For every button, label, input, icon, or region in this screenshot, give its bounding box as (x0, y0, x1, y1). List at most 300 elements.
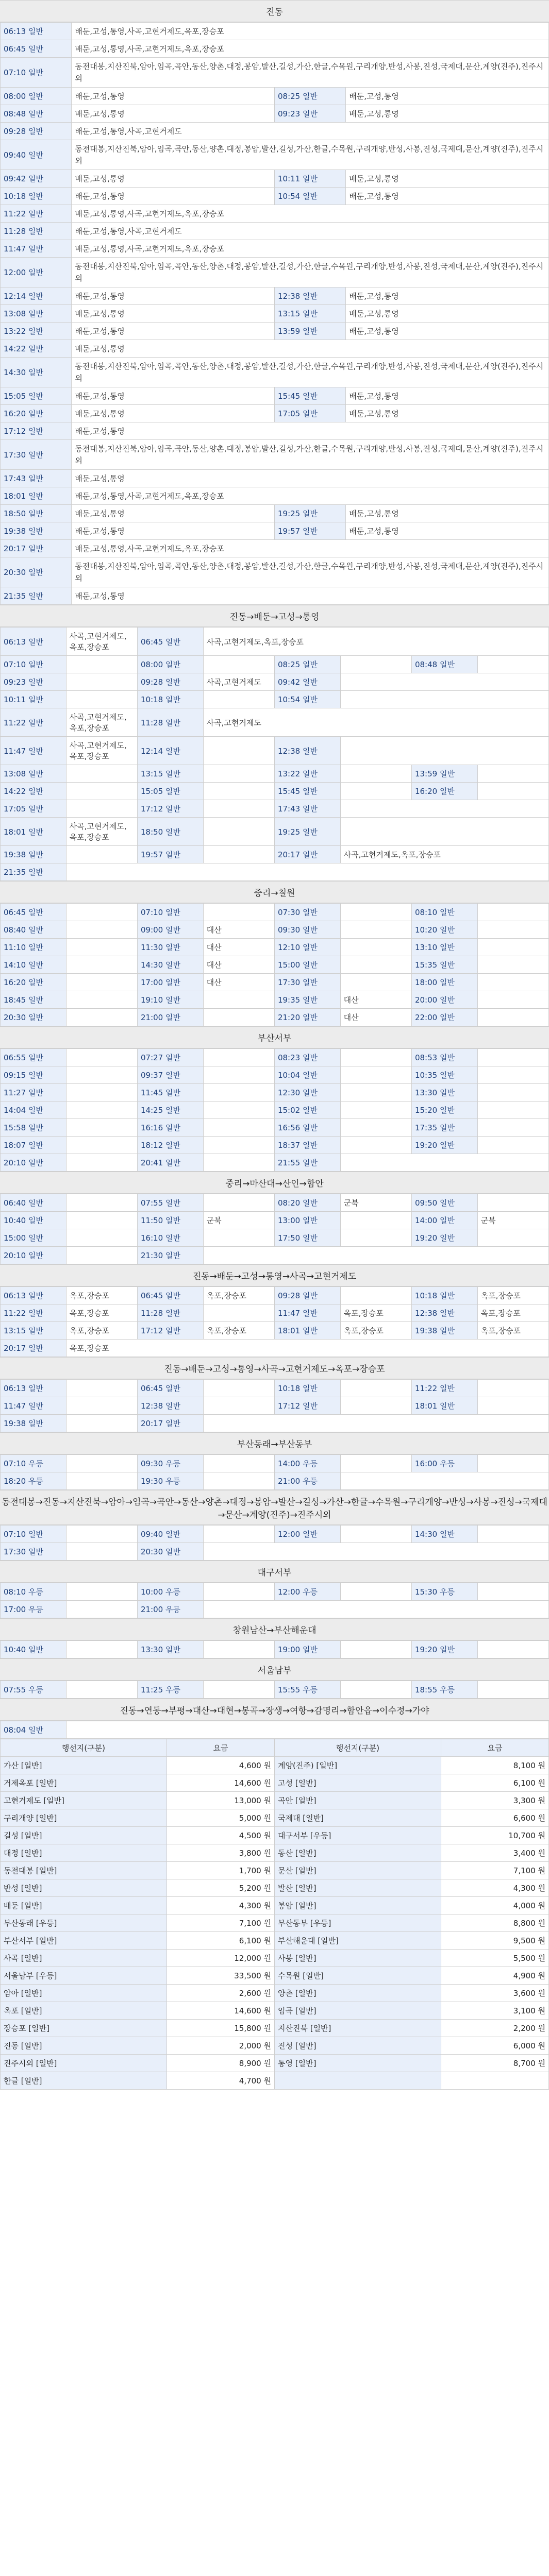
fare-destination: 부산동래 [우등] (1, 1914, 167, 1932)
departure-time: 18:01 일반 (1, 487, 72, 505)
departure-time: 17:05 일반 (274, 405, 345, 422)
departure-time: 08:48 일반 (1, 105, 72, 123)
schedule-row (1, 1154, 549, 1172)
route-stops (203, 1066, 274, 1084)
schedule-row (1, 1009, 549, 1026)
schedule-row (1, 105, 549, 123)
departure-time: 13:30 일반 (137, 1641, 203, 1658)
departure-time: 19:57 일반 (137, 846, 203, 863)
departure-time: 10:54 일반 (274, 188, 345, 205)
departure-time: 16:20 일반 (1, 974, 66, 991)
departure-time: 17:12 일반 (137, 1322, 203, 1340)
schedule-row (1, 170, 549, 188)
departure-time: 21:30 일반 (137, 1247, 203, 1264)
departure-time: 08:10 우등 (1, 1583, 66, 1601)
departure-time: 08:20 일반 (274, 1194, 340, 1212)
route-stops (66, 783, 137, 800)
route-stops (340, 1472, 548, 1490)
fare-destination: 길성 [일반] (1, 1827, 167, 1844)
route-stops: 사곡,고현거제도,옥포,장승포 (203, 628, 548, 656)
route-stops: 배둔,고성,통영 (346, 323, 549, 340)
route-stops (340, 1101, 411, 1119)
route-stops (66, 765, 137, 783)
section-title: 중리→마산대→산인→함안 (0, 1172, 549, 1194)
route-stops (203, 1154, 274, 1172)
fare-header-destination: 행선지(구분) (274, 1739, 441, 1757)
fare-price: 3,600 원 (441, 1985, 548, 2002)
route-stops (340, 1137, 411, 1154)
route-stops (477, 783, 548, 800)
fare-destination: 사봉 [일반] (274, 1950, 441, 1967)
fare-row (1, 1985, 549, 2002)
schedule-row (1, 522, 549, 540)
departure-time: 14:00 일반 (411, 1212, 477, 1229)
route-stops: 배둔,고성,통영 (346, 88, 549, 105)
fare-destination: 동산 [일반] (274, 1844, 441, 1862)
route-stops: 동전대봉,지산진북,암아,임곡,곡안,동산,양촌,대정,봉암,발산,길성,가산,한글,수목원,구리개양,반성,사봉,진성,국제대,문산,계양(진주),진주시외 (72, 258, 549, 287)
schedule-row (1, 58, 549, 88)
departure-time: 19:35 일반 (274, 991, 340, 1009)
departure-time: 11:47 일반 (1, 737, 66, 765)
departure-time: 11:47 일반 (274, 1304, 340, 1322)
departure-time: 14:30 일반 (411, 1526, 477, 1543)
schedule-row (1, 305, 549, 323)
fare-destination: 계양(진주) [일반] (274, 1757, 441, 1774)
departure-time: 10:20 일반 (411, 921, 477, 939)
route-stops: 배둔,고성,통영 (72, 587, 549, 605)
route-stops: 옥포,장승포 (340, 1304, 411, 1322)
route-stops: 옥포,장승포 (66, 1304, 137, 1322)
departure-time: 12:00 일반 (1, 258, 72, 287)
departure-time: 06:55 일반 (1, 1049, 66, 1066)
departure-time: 10:18 일반 (137, 691, 203, 708)
fare-destination: 통영 [일반] (274, 2055, 441, 2072)
schedule-row (1, 240, 549, 258)
departure-time: 15:45 일반 (274, 387, 345, 405)
schedule-row (1, 1415, 549, 1432)
departure-time: 13:10 일반 (411, 939, 477, 956)
route-stops (203, 904, 274, 921)
departure-time: 09:28 일반 (137, 673, 203, 691)
departure-time: 13:22 일반 (274, 765, 340, 783)
schedule-row (1, 487, 549, 505)
schedule-row (1, 23, 549, 40)
departure-time: 10:11 일반 (274, 170, 345, 188)
departure-time: 12:38 일반 (137, 1397, 203, 1415)
route-stops: 배둔,고성,통영,사곡,고현거제도,옥포,장승포 (72, 40, 549, 58)
route-stops (203, 783, 274, 800)
route-stops (203, 1472, 274, 1490)
departure-time: 15:30 우등 (411, 1583, 477, 1601)
route-stops: 사곡,고현거제도,옥포,장승포 (340, 846, 548, 863)
schedule-row (1, 939, 549, 956)
departure-time: 16:10 일반 (137, 1229, 203, 1247)
departure-time: 18:50 일반 (137, 818, 203, 846)
departure-time: 07:10 일반 (1, 58, 72, 88)
route-stops: 배둔,고성,통영 (72, 340, 549, 358)
route-stops: 배둔,고성,통영 (346, 170, 549, 188)
route-stops: 배둔,고성,통영 (72, 522, 275, 540)
route-stops: 배둔,고성,통영 (72, 323, 275, 340)
fare-row (1, 1932, 549, 1950)
fare-price (441, 2072, 548, 2090)
departure-time: 13:59 일반 (411, 765, 477, 783)
route-stops: 배둔,고성,통영 (346, 387, 549, 405)
departure-time: 17:30 일반 (1, 1543, 66, 1561)
route-stops (203, 800, 274, 818)
departure-time: 15:05 일반 (1, 387, 72, 405)
section-title: 진동→연동→부평→대산→대현→봉곡→장생→여항→감명리→함안읍→이수정→가야 (0, 1699, 549, 1721)
fare-price: 6,000 원 (441, 2037, 548, 2055)
fare-price: 33,500 원 (167, 1967, 274, 1985)
section-title: 부산서부 (0, 1026, 549, 1048)
route-stops: 사곡,고현거제도,옥포,장승포 (66, 737, 137, 765)
route-stops (66, 956, 137, 974)
schedule-row (1, 1287, 549, 1304)
route-stops (340, 737, 548, 765)
section-title: 창원남산→부산해운대 (0, 1618, 549, 1640)
schedule-row (1, 1601, 549, 1618)
route-stops (340, 1380, 411, 1397)
departure-time: 17:43 일반 (1, 470, 72, 487)
fare-destination: 임곡 [일반] (274, 2002, 441, 2020)
departure-time: 06:45 일반 (137, 1380, 203, 1397)
fare-destination: 곡안 [일반] (274, 1792, 441, 1809)
schedule-table (0, 903, 549, 1026)
route-stops (66, 1084, 137, 1101)
route-stops (203, 991, 274, 1009)
route-stops (340, 974, 411, 991)
departure-time: 08:25 일반 (274, 656, 340, 673)
schedule-row (1, 422, 549, 440)
departure-time: 09:42 일반 (1, 170, 72, 188)
fare-row (1, 1862, 549, 1879)
fare-price: 9,500 원 (441, 1932, 548, 1950)
schedule-row (1, 340, 549, 358)
fare-row (1, 1809, 549, 1827)
departure-time: 13:22 일반 (1, 323, 72, 340)
departure-time: 18:01 일반 (411, 1397, 477, 1415)
schedule-table (0, 22, 549, 605)
fare-row (1, 1757, 549, 1774)
departure-time: 15:35 일반 (411, 956, 477, 974)
schedule-row (1, 1304, 549, 1322)
departure-time: 13:59 일반 (274, 323, 345, 340)
fare-destination: 가산 [일반] (1, 1757, 167, 1774)
departure-time: 15:58 일반 (1, 1119, 66, 1137)
fare-destination: 발산 [일반] (274, 1879, 441, 1897)
route-stops: 옥포,장승포 (477, 1287, 548, 1304)
fare-row (1, 2072, 549, 2090)
route-stops (340, 1212, 411, 1229)
departure-time: 19:00 일반 (274, 1641, 340, 1658)
schedule-table (0, 1379, 549, 1432)
fare-destination: 양촌 [일반] (274, 1985, 441, 2002)
fare-price: 4,700 원 (167, 2072, 274, 2090)
route-stops (66, 1380, 137, 1397)
fare-table (0, 1739, 549, 2090)
fare-destination: 옥포 [일반] (1, 2002, 167, 2020)
departure-time: 19:38 일반 (1, 522, 72, 540)
departure-time: 11:50 일반 (137, 1212, 203, 1229)
route-stops (340, 939, 411, 956)
route-stops (203, 1194, 274, 1212)
fare-row (1, 1950, 549, 1967)
departure-time: 07:10 일반 (137, 904, 203, 921)
schedule-row (1, 1397, 549, 1415)
route-stops: 배둔,고성,통영,사곡,고현거제도,옥포,장승포 (72, 23, 549, 40)
route-stops: 배둔,고성,통영 (346, 505, 549, 522)
departure-time: 16:20 일반 (411, 783, 477, 800)
route-stops (66, 863, 548, 881)
departure-time: 08:10 일반 (411, 904, 477, 921)
departure-time: 18:50 일반 (1, 505, 72, 522)
fare-destination: 봉암 [일반] (274, 1897, 441, 1914)
fare-destination: 문산 [일반] (274, 1862, 441, 1879)
departure-time: 14:04 일반 (1, 1101, 66, 1119)
departure-time: 21:35 일반 (1, 587, 72, 605)
route-stops (477, 1084, 548, 1101)
route-stops: 배둔,고성,통영 (72, 387, 275, 405)
route-stops (203, 1681, 274, 1699)
schedule-row (1, 405, 549, 422)
route-stops: 군북 (340, 1194, 411, 1212)
departure-time: 19:25 일반 (274, 505, 345, 522)
route-stops (66, 1009, 137, 1026)
route-stops (340, 1397, 411, 1415)
departure-time: 19:25 일반 (274, 818, 340, 846)
route-stops (66, 1721, 548, 1739)
route-stops: 사곡,고현거제도,옥포,장승포 (66, 708, 137, 737)
route-stops (203, 1601, 548, 1618)
route-stops (203, 1455, 274, 1472)
departure-time: 10:40 일반 (1, 1641, 66, 1658)
route-stops (66, 939, 137, 956)
schedule-row (1, 440, 549, 470)
fare-header-price: 요금 (167, 1739, 274, 1757)
departure-time: 17:12 일반 (274, 1397, 340, 1415)
route-stops (477, 1049, 548, 1066)
section-title: 중리→칠원 (0, 881, 549, 903)
departure-time: 15:45 일반 (274, 783, 340, 800)
route-stops (66, 673, 137, 691)
section-title: 진동→배둔→고성→통영→사곡→고현거제도 (0, 1264, 549, 1286)
route-stops (203, 1119, 274, 1137)
departure-time: 11:45 일반 (137, 1084, 203, 1101)
departure-time: 13:15 일반 (137, 765, 203, 783)
schedule-table (0, 1681, 549, 1699)
fare-destination: 대구서부 [우등] (274, 1827, 441, 1844)
route-stops (477, 765, 548, 783)
fare-destination: 장승포 [일반] (1, 2020, 167, 2037)
route-stops (477, 1119, 548, 1137)
route-stops (340, 904, 411, 921)
route-stops (66, 1066, 137, 1084)
route-stops (66, 1455, 137, 1472)
schedule-row (1, 287, 549, 305)
schedule-row (1, 1472, 549, 1490)
departure-time: 12:00 우등 (274, 1583, 340, 1601)
departure-time: 19:30 우등 (137, 1472, 203, 1490)
departure-time: 07:27 일반 (137, 1049, 203, 1066)
schedule-row (1, 1101, 549, 1119)
fare-destination: 진주시외 [일반] (1, 2055, 167, 2072)
departure-time: 20:30 일반 (137, 1543, 203, 1561)
fare-header-destination: 행선지(구분) (1, 1739, 167, 1757)
schedule-row (1, 783, 549, 800)
route-stops (477, 904, 548, 921)
departure-time: 20:41 일반 (137, 1154, 203, 1172)
route-stops (203, 691, 274, 708)
section-title: 부산동래→부산동부 (0, 1432, 549, 1454)
route-stops: 옥포,장승포 (340, 1322, 411, 1340)
departure-time: 11:10 일반 (1, 939, 66, 956)
schedule-row (1, 708, 549, 737)
fare-destination: 진동 [일반] (1, 2037, 167, 2055)
departure-time: 11:22 일반 (1, 708, 66, 737)
route-stops (477, 1009, 548, 1026)
section-title: 진동 (0, 0, 549, 22)
fare-price: 15,800 원 (167, 2020, 274, 2037)
route-stops: 배둔,고성,통영,사곡,고현거제도,옥포,장승포 (72, 487, 549, 505)
departure-time: 08:48 일반 (411, 656, 477, 673)
departure-time: 21:35 일반 (1, 863, 66, 881)
fare-destination: 수목원 [일반] (274, 1967, 441, 1985)
fare-price: 4,000 원 (441, 1897, 548, 1914)
route-stops (203, 1229, 274, 1247)
route-stops (340, 1641, 411, 1658)
route-stops: 배둔,고성,통영,사곡,고현거제도,옥포,장승포 (72, 540, 549, 557)
route-stops (340, 818, 548, 846)
fare-price: 14,600 원 (167, 2002, 274, 2020)
route-stops (203, 737, 274, 765)
route-stops (203, 1397, 274, 1415)
departure-time: 08:00 일반 (137, 656, 203, 673)
route-stops (203, 846, 274, 863)
section-title: 대구서부 (0, 1561, 549, 1583)
departure-time: 14:30 일반 (1, 358, 72, 387)
departure-time: 10:40 일반 (1, 1212, 66, 1229)
fare-price: 2,200 원 (441, 2020, 548, 2037)
departure-time: 14:22 일반 (1, 340, 72, 358)
route-stops: 사곡,고현거제도,옥포,장승포 (66, 818, 137, 846)
route-stops (66, 974, 137, 991)
schedule-row (1, 223, 549, 240)
route-stops (477, 921, 548, 939)
departure-time: 09:40 일반 (1, 140, 72, 170)
route-stops (203, 1415, 548, 1432)
departure-time: 10:18 일반 (274, 1380, 340, 1397)
schedule-row (1, 737, 549, 765)
schedule-row (1, 1721, 549, 1739)
route-stops: 배둔,고성,통영 (72, 170, 275, 188)
departure-time: 18:37 일반 (274, 1137, 340, 1154)
route-stops (66, 991, 137, 1009)
fare-destination: 고성 [일반] (274, 1774, 441, 1792)
route-stops (203, 1049, 274, 1066)
route-stops (66, 1194, 137, 1212)
schedule-table (0, 1640, 549, 1658)
fare-destination: 부산서부 [일반] (1, 1932, 167, 1950)
route-stops: 배둔,고성,통영 (346, 188, 549, 205)
fare-price: 4,600 원 (167, 1757, 274, 1774)
fare-row (1, 1897, 549, 1914)
departure-time: 11:47 일반 (1, 1397, 66, 1415)
fare-destination: 지산진북 [일반] (274, 2020, 441, 2037)
route-stops (477, 1380, 548, 1397)
departure-time: 06:45 일반 (137, 628, 203, 656)
route-stops (203, 1583, 274, 1601)
departure-time: 17:50 일반 (274, 1229, 340, 1247)
departure-time: 11:22 일반 (411, 1380, 477, 1397)
departure-time: 16:00 우등 (411, 1455, 477, 1472)
departure-time: 11:28 일반 (137, 1304, 203, 1322)
route-stops (66, 1049, 137, 1066)
schedule-row (1, 505, 549, 522)
departure-time: 12:14 일반 (1, 287, 72, 305)
route-stops: 옥포,장승포 (203, 1322, 274, 1340)
schedule-row (1, 258, 549, 287)
schedule-row (1, 691, 549, 708)
departure-time: 19:38 일반 (411, 1322, 477, 1340)
departure-time: 20:30 일반 (1, 1009, 66, 1026)
route-stops (340, 956, 411, 974)
route-stops (66, 1641, 137, 1658)
schedule-row (1, 1212, 549, 1229)
fare-destination: 부산해운대 [일반] (274, 1932, 441, 1950)
departure-time: 20:17 일반 (274, 846, 340, 863)
fare-price: 10,700 원 (441, 1827, 548, 1844)
route-stops (66, 800, 137, 818)
section-title: 서울남부 (0, 1658, 549, 1681)
route-stops (203, 1009, 274, 1026)
schedule-row (1, 991, 549, 1009)
departure-time: 09:15 일반 (1, 1066, 66, 1084)
departure-time: 07:55 우등 (1, 1681, 66, 1699)
fare-destination: 구리개양 [일반] (1, 1809, 167, 1827)
route-stops (203, 656, 274, 673)
route-stops: 배둔,고성,통영 (72, 305, 275, 323)
departure-time: 15:05 일반 (137, 783, 203, 800)
fare-row (1, 1879, 549, 1897)
route-stops: 배둔,고성,통영 (72, 188, 275, 205)
route-stops: 옥포,장승포 (477, 1322, 548, 1340)
route-stops (66, 1397, 137, 1415)
departure-time: 16:20 일반 (1, 405, 72, 422)
departure-time: 20:17 일반 (137, 1415, 203, 1432)
route-stops: 배둔,고성,통영,사곡,고현거제도,옥포,장승포 (72, 240, 549, 258)
route-stops (66, 1119, 137, 1137)
route-stops: 사곡,고현거제도,옥포,장승포 (66, 628, 137, 656)
departure-time: 09:42 일반 (274, 673, 340, 691)
departure-time: 20:00 일반 (411, 991, 477, 1009)
route-stops (66, 1101, 137, 1119)
departure-time: 20:17 일반 (1, 540, 72, 557)
departure-time: 17:30 일반 (274, 974, 340, 991)
section-title: 진동→배둔→고성→통영 (0, 605, 549, 627)
departure-time: 14:25 일반 (137, 1101, 203, 1119)
departure-time: 13:00 일반 (274, 1212, 340, 1229)
schedule-row (1, 40, 549, 58)
schedule-row (1, 140, 549, 170)
schedule-row (1, 974, 549, 991)
departure-time: 17:12 일반 (1, 422, 72, 440)
schedule-row (1, 1137, 549, 1154)
route-stops (340, 783, 411, 800)
fare-destination: 고현거제도 [일반] (1, 1792, 167, 1809)
route-stops (66, 921, 137, 939)
schedule-row (1, 387, 549, 405)
